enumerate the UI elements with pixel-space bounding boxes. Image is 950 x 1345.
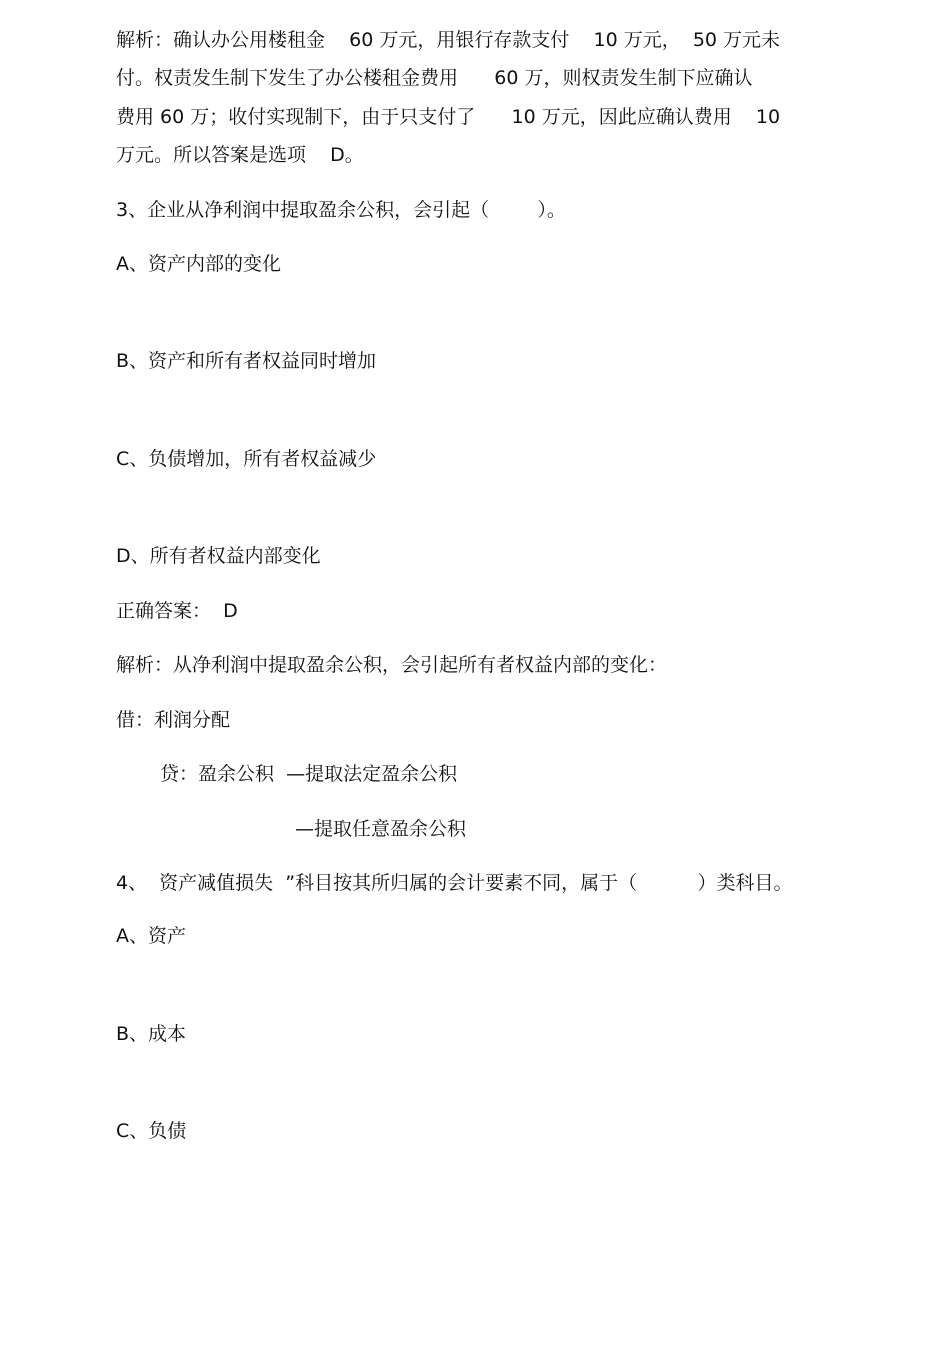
q3-answer: 正确答案： D xyxy=(116,600,238,622)
q3-entry-credit-1: 贷：盈余公积 —提取法定盈余公积 xyxy=(160,763,458,785)
q2-analysis-line-4: 万元。所以答案是选项 D。 xyxy=(116,144,364,166)
q3-option-a: A、资产内部的变化 xyxy=(116,253,281,275)
q3-option-b: B、资产和所有者权益同时增加 xyxy=(116,350,377,372)
q3-analysis: 解析：从净利润中提取盈余公积，会引起所有者权益内部的变化： xyxy=(116,654,668,676)
q3-stem: 3、企业从净利润中提取盈余公积，会引起（ ）。 xyxy=(116,199,566,221)
q2-analysis-line-3: 费用 60 万；收付实现制下，由于只支付了 10 万元，因此应确认费用 10 xyxy=(116,106,781,128)
q2-analysis-line-1: 解析：确认办公用楼租金 60 万元，用银行存款支付 10 万元， 50 万元未 xyxy=(116,29,781,51)
q3-option-c: C、负债增加，所有者权益减少 xyxy=(116,448,377,470)
q3-entry-credit-2: —提取任意盈余公积 xyxy=(295,818,467,840)
q4-option-a: A、资产 xyxy=(116,925,186,947)
q3-entry-debit: 借：利润分配 xyxy=(116,709,231,731)
q4-option-b: B、成本 xyxy=(116,1023,187,1045)
q3-option-d: D、所有者权益内部变化 xyxy=(116,545,321,567)
q2-analysis-line-2: 付。权责发生制下发生了办公楼租金费用 60 万，则权责发生制下应确认 xyxy=(116,67,753,89)
q4-option-c: C、负债 xyxy=(116,1120,187,1142)
q4-stem: 4、 资产减值损失 ”科目按其所归属的会计要素不同，属于（ ）类科目。 xyxy=(116,872,793,894)
